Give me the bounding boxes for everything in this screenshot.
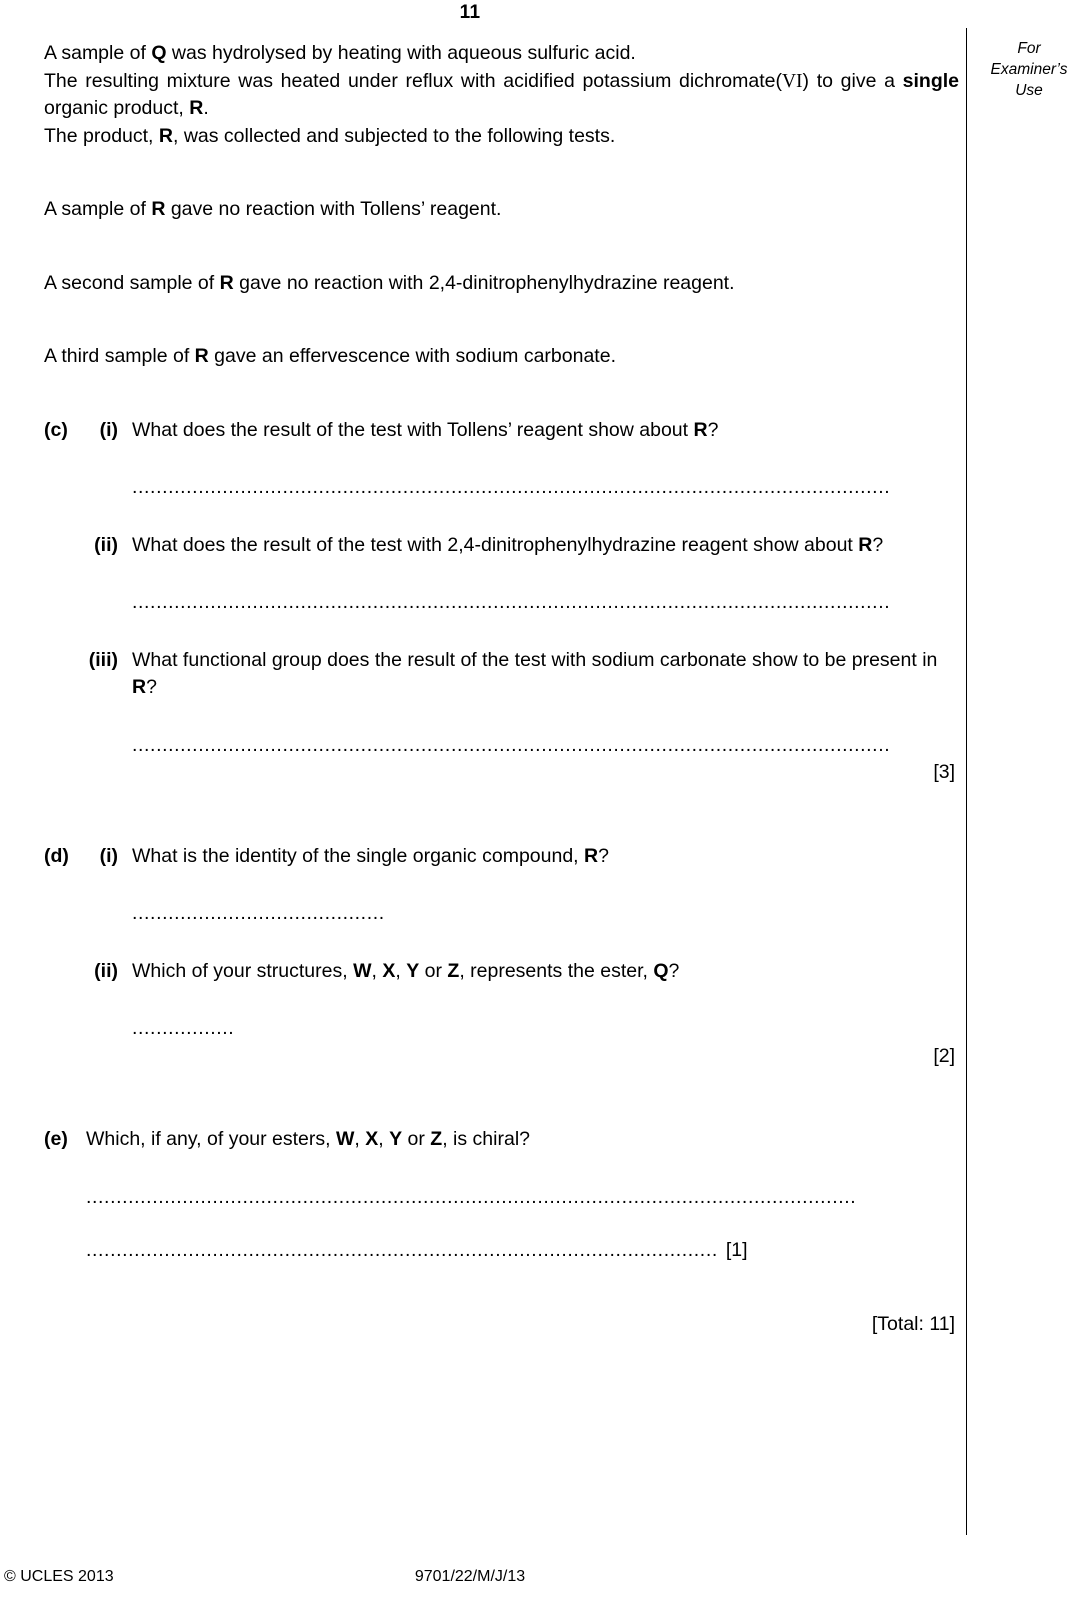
- examiner-label-line-3: Use: [1015, 82, 1043, 99]
- examiner-label-line-1: For: [1017, 40, 1041, 57]
- test-statement-tollens: [44, 196, 959, 224]
- test1-text-a: A sample of: [44, 198, 152, 220]
- q-d-i-text-b: ?: [598, 844, 609, 867]
- question-e: [44, 1126, 959, 1154]
- answer-dots[interactable]: ..............................................................................................................................: [132, 733, 891, 756]
- examiner-label-line-2: Examiner’s: [990, 61, 1068, 78]
- answer-line-e-2[interactable]: [44, 1237, 959, 1265]
- q-c-iii-text-a: What functional group does the result of the test with sodium carbonate show to be present in: [132, 648, 938, 671]
- stem-p1-text-a: A sample of: [44, 42, 152, 64]
- q-c-i-text-b: ?: [707, 418, 719, 441]
- stem-p3-text-a: The product,: [44, 124, 159, 147]
- question-d-i: [44, 843, 959, 871]
- question-label-e: (e): [44, 1128, 68, 1150]
- question-c-ii: [44, 532, 959, 560]
- compound-r-ref: R: [158, 124, 173, 147]
- answer-line-e-1[interactable]: [44, 1184, 959, 1212]
- compound-r-ref: R: [132, 676, 147, 698]
- answer-dots[interactable]: .................: [132, 1017, 235, 1039]
- question-label-d-ii: (ii): [94, 959, 118, 982]
- q-c-ii-text-a: What does the result of the test with 2,4-dinitrophenylhydrazine reagent show about: [132, 533, 859, 556]
- answer-dots[interactable]: ................................................................................................................................: [86, 1185, 857, 1208]
- test2-text-a: A second sample of: [44, 271, 220, 294]
- question-c-iii-text: [132, 647, 959, 702]
- q-e-text-a: Which, if any, of your esters,: [86, 1128, 336, 1150]
- answer-dots[interactable]: .........................................................................................................: [86, 1239, 718, 1261]
- emphasis-single: single: [902, 69, 959, 92]
- page-footer: [0, 1568, 1088, 1590]
- test2-text-b: gave no reaction with 2,4-dinitrophenylhydrazine reagent.: [233, 271, 735, 294]
- question-label-c-ii: (ii): [94, 533, 118, 556]
- q-d-ii-sep-2: ,: [395, 959, 407, 982]
- test-statement-dnph: [44, 270, 959, 298]
- mark-e: [1]: [725, 1239, 748, 1261]
- compound-q-ref: Q: [151, 42, 167, 64]
- structure-w-ref: W: [353, 959, 372, 982]
- examiner-column-divider: [966, 28, 967, 1535]
- stem-paragraph-1: [44, 40, 959, 68]
- q-e-sep-1: ,: [354, 1128, 366, 1150]
- compound-r-ref: R: [151, 198, 166, 220]
- stem-p2-text-b: ) to give a: [802, 69, 903, 92]
- q-d-ii-text-a: Which of your structures,: [132, 959, 354, 982]
- question-label-c-iii: (iii): [88, 648, 118, 671]
- total-mark: [Total: 11]: [871, 1312, 955, 1335]
- mark-c: [3]: [933, 761, 955, 783]
- test3-text-b: gave an effervescence with sodium carbonate.: [208, 345, 616, 367]
- compound-r-ref: R: [858, 533, 873, 556]
- structure-y-ref: Y: [389, 1128, 403, 1150]
- test-statement-carbonate: [44, 343, 959, 371]
- q-c-i-text-a: What does the result of the test with Tollens’ reagent show about: [132, 418, 694, 441]
- test3-text-a: A third sample of: [44, 345, 195, 367]
- question-d-ii: [44, 958, 959, 986]
- question-c-iii: [44, 647, 959, 702]
- q-d-i-text-a: What is the identity of the single organic compound,: [132, 844, 585, 867]
- page-number: 11: [459, 2, 481, 23]
- stem-p3-text-b: , was collected and subjected to the following tests.: [173, 124, 616, 147]
- structure-x-ref: X: [382, 959, 396, 982]
- compound-r-ref: R: [189, 97, 204, 119]
- for-examiner-use-box: [975, 38, 1083, 101]
- paper-code: 9701/22/M/J/13: [414, 1568, 526, 1585]
- question-label-c-i: (i): [99, 418, 118, 441]
- q-e-sep-2: ,: [378, 1128, 390, 1150]
- question-e-text: [86, 1126, 959, 1154]
- copyright-notice: © UCLES 2013: [4, 1568, 114, 1585]
- question-c-i: [44, 417, 959, 445]
- compound-r-ref: R: [219, 271, 234, 294]
- stem-paragraph-2: [44, 68, 959, 123]
- answer-dots[interactable]: ..............................................................................................................................: [132, 591, 891, 613]
- question-c-i-text: [132, 417, 959, 445]
- question-d-ii-text: [132, 958, 959, 986]
- compound-r-ref: R: [693, 418, 708, 441]
- q-c-iii-text-b: ?: [146, 676, 157, 698]
- answer-line-d-ii[interactable]: [44, 1015, 959, 1043]
- answer-dots[interactable]: ..........................................: [132, 902, 385, 924]
- stem-p2-text-d: .: [203, 97, 209, 119]
- compound-q-ref: Q: [653, 959, 669, 982]
- stem-p1-text-b: was hydrolysed by heating with aqueous sulfuric acid.: [166, 42, 636, 64]
- q-d-ii-text-c: ?: [668, 959, 680, 982]
- q-e-sep-3: or: [402, 1128, 431, 1150]
- compound-r-ref: R: [194, 345, 209, 367]
- structure-w-ref: W: [335, 1128, 355, 1150]
- structure-x-ref: X: [365, 1128, 379, 1150]
- q-d-ii-sep-3: or: [419, 959, 448, 982]
- question-body: [44, 40, 959, 1338]
- q-e-text-b: , is chiral?: [442, 1128, 530, 1150]
- q-d-ii-text-b: , represents the ester,: [459, 959, 654, 982]
- question-label-d: (d): [44, 844, 69, 867]
- stem-paragraph-3: [44, 123, 959, 151]
- question-c-ii-text: [132, 532, 959, 560]
- q-c-ii-text-b: ?: [872, 533, 884, 556]
- answer-dots[interactable]: ..............................................................................................................................: [132, 476, 891, 498]
- answer-line-c-i[interactable]: [44, 474, 959, 502]
- question-d-i-text: [132, 843, 959, 871]
- q-d-ii-sep-1: ,: [371, 959, 383, 982]
- answer-line-c-ii[interactable]: [44, 589, 959, 617]
- question-label-c: (c): [44, 418, 68, 441]
- answer-line-c-iii[interactable]: [44, 732, 959, 760]
- stem-p2-text-c: organic product,: [44, 97, 190, 119]
- structure-z-ref: Z: [430, 1128, 443, 1150]
- structure-y-ref: Y: [406, 959, 420, 982]
- structure-z-ref: Z: [447, 959, 460, 982]
- compound-r-ref: R: [584, 844, 599, 867]
- answer-line-d-i[interactable]: [44, 900, 959, 928]
- roman-numeral-six: VI: [781, 70, 803, 92]
- test1-text-b: gave no reaction with Tollens’ reagent.: [165, 198, 502, 220]
- stem-p2-text-a: The resulting mixture was heated under reflux with acidified potassium dichromate(: [44, 69, 782, 92]
- mark-d: [2]: [933, 1044, 955, 1067]
- question-label-d-i: (i): [99, 844, 118, 867]
